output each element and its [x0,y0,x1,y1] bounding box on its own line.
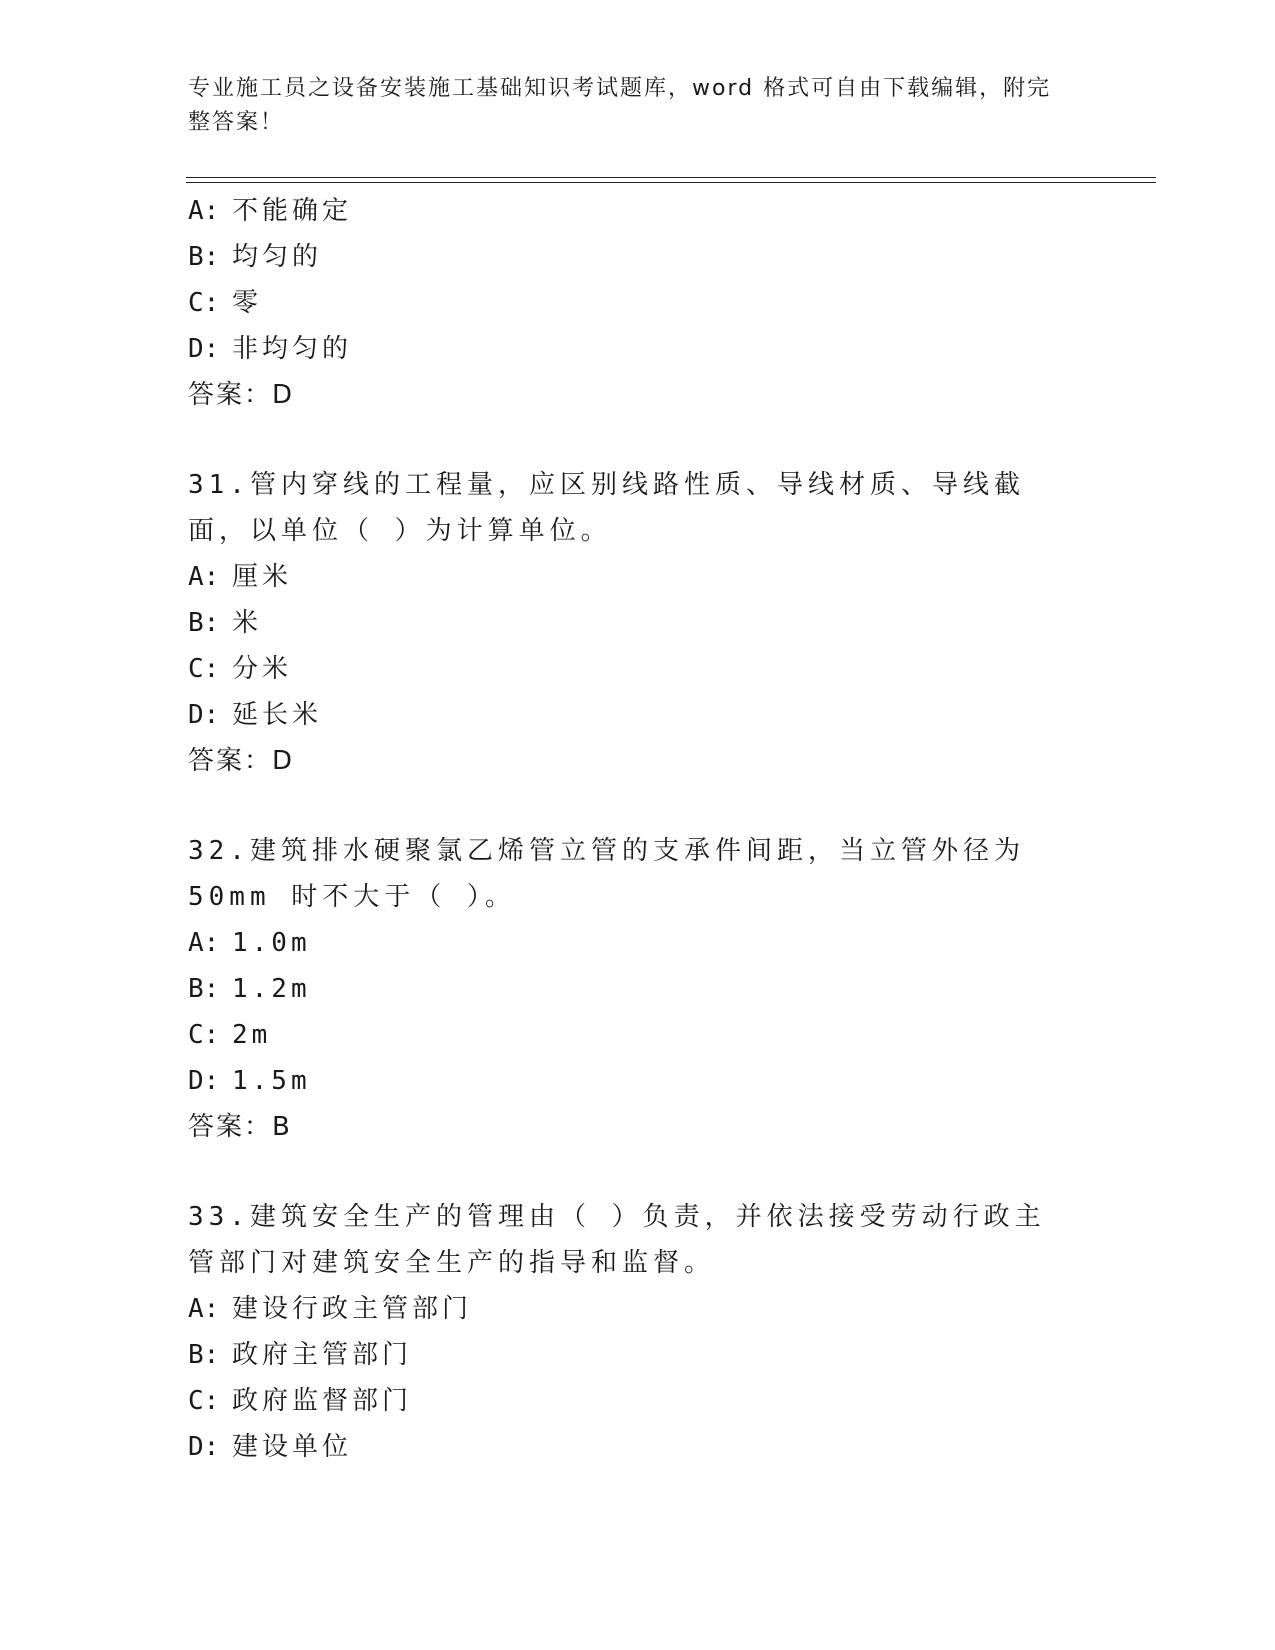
option-a: A: 建设行政主管部门 [188,1294,473,1324]
option-b: B: 1.2m [188,974,311,1004]
question-list [188,188,1088,1470]
question-text: 32.建筑排水硬聚氯乙烯管立管的支承件间距，当立管外径为 50mm 时不大于（ ）。 [188,836,1025,912]
option-a: A: 厘米 [188,562,293,592]
question-text: 33.建筑安全生产的管理由（ ）负责，并依法接受劳动行政主管部门对建筑安全生产的指导和监督。 [188,1202,1046,1278]
option-c: C: 政府监督部门 [188,1386,413,1416]
question-32 [188,828,1088,1150]
answer-line: 答案：D [188,746,295,776]
option-a: A: 不能确定 [188,196,353,226]
document-header: 专业施工员之设备安装施工基础知识考试题库，word 格式可自由下载编辑，附完整答案！ [188,76,1052,135]
option-a: A: 1.0m [188,928,311,958]
previous-question [188,188,1088,418]
option-c: C: 零 [188,288,263,318]
question-text: 31.管内穿线的工程量，应区别线路性质、导线材质、导线截面，以单位（ ）为计算单位。 [188,470,1025,546]
question-33 [188,1194,1088,1470]
option-c: C: 分米 [188,654,293,684]
answer-line: 答案：D [188,380,295,410]
option-b: B: 政府主管部门 [188,1340,413,1370]
header-divider-bottom [186,182,1156,183]
answer-line: 答案：B [188,1112,292,1142]
option-c: C: 2m [188,1020,272,1050]
option-b: B: 均匀的 [188,242,323,272]
option-b: B: 米 [188,608,263,638]
option-d: D: 1.5m [188,1066,311,1096]
option-d: D: 非均匀的 [188,334,353,364]
option-d: D: 建设单位 [188,1432,353,1462]
option-d: D: 延长米 [188,700,323,730]
question-31 [188,462,1088,784]
header-divider-top [186,177,1156,178]
